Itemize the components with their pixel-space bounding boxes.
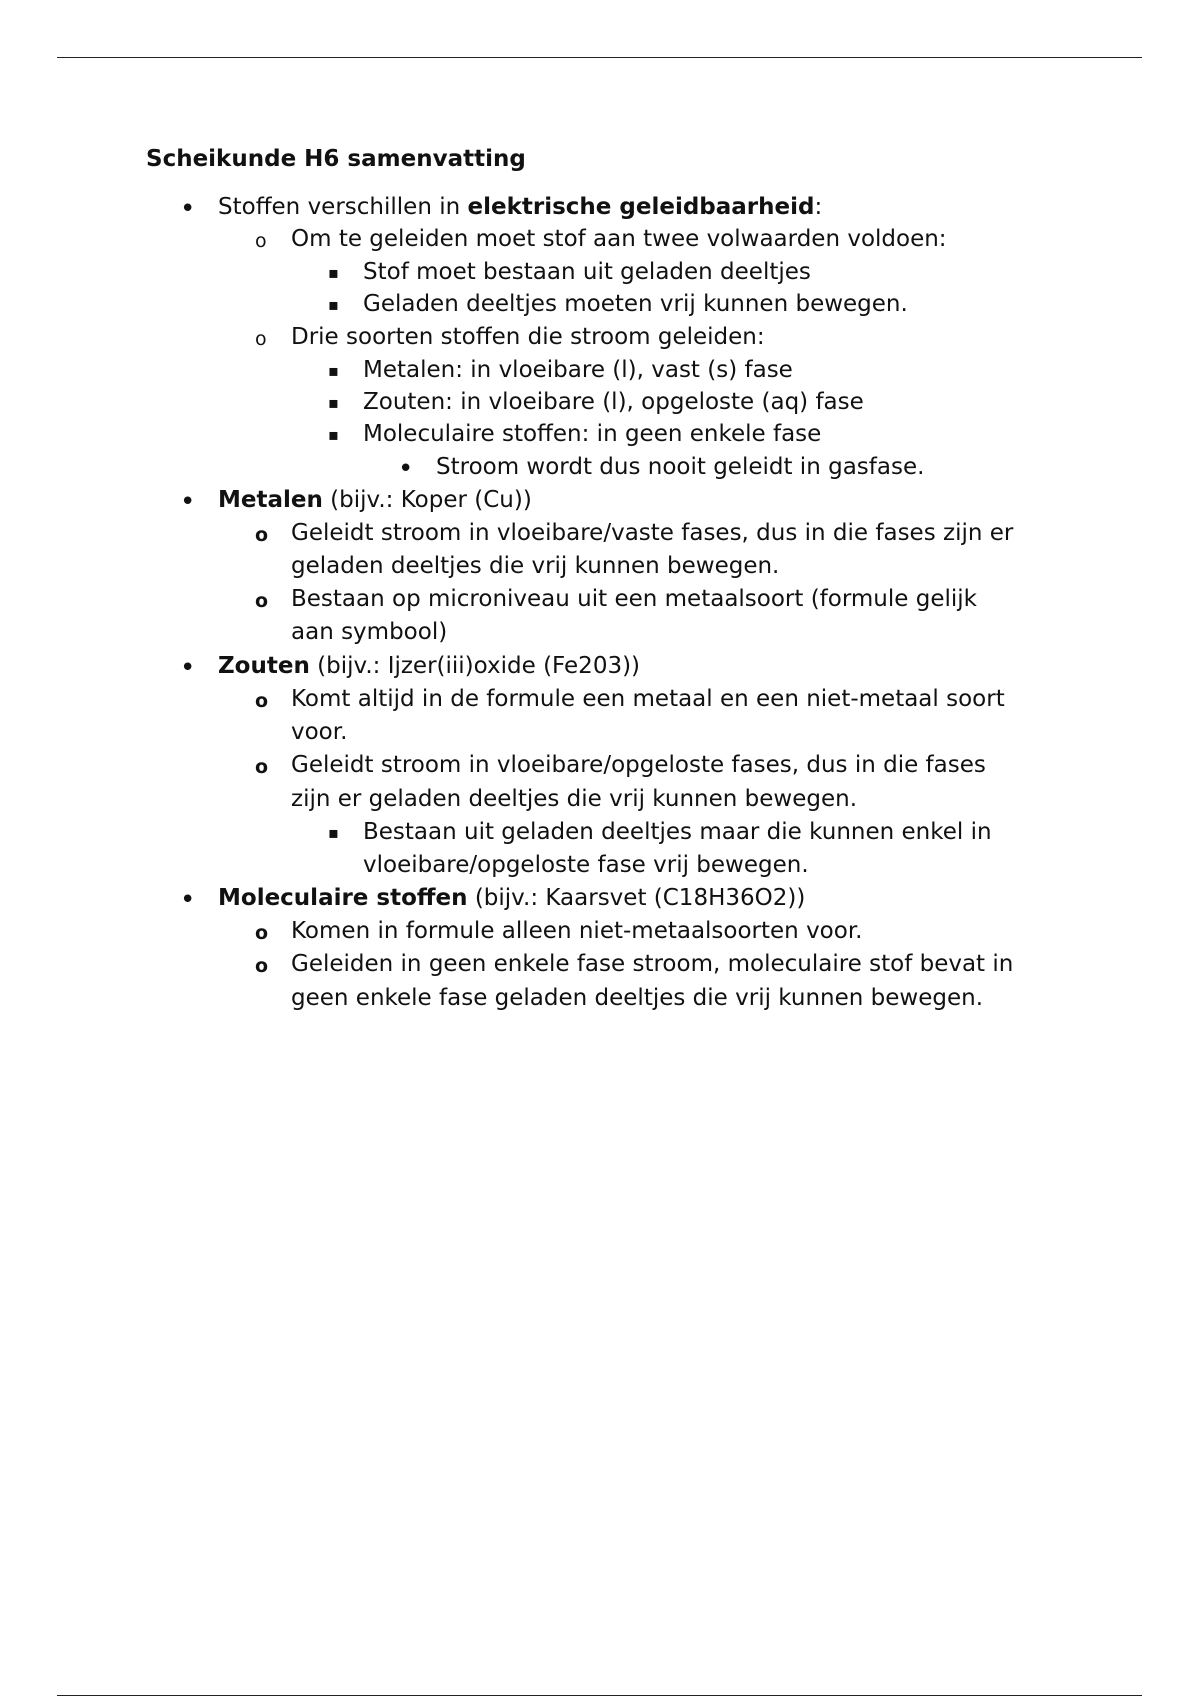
list-item: Bestaan op microniveau uit een metaalsoort (formule gelijk bbox=[291, 586, 977, 612]
bullet-l2: o bbox=[255, 690, 269, 712]
bullet-l3: ▪ bbox=[328, 263, 339, 282]
bullet-l2: o bbox=[255, 230, 267, 252]
list-item: Geleidt stroom in vloeibare/opgeloste fases, dus in die fases bbox=[291, 752, 986, 778]
list-item: Geladen deeltjes moeten vrij kunnen bewegen. bbox=[363, 291, 908, 317]
bullet-l2: o bbox=[255, 328, 267, 350]
bullet-l3: ▪ bbox=[328, 393, 339, 412]
bullet-l4: • bbox=[398, 454, 414, 484]
list-item: Zouten: in vloeibare (l), opgeloste (aq) fase bbox=[363, 389, 864, 415]
list-item-continued: geen enkele fase geladen deeltjes die vrij kunnen bewegen. bbox=[291, 985, 984, 1011]
bullet-l2: o bbox=[255, 524, 269, 546]
bullet-l3: ▪ bbox=[328, 823, 339, 842]
list-item-conductivity bbox=[218, 193, 822, 221]
term-bold: Zouten bbox=[218, 653, 310, 679]
list-item: Moleculaire stoffen: in geen enkele fase bbox=[363, 421, 822, 447]
list-item-continued: aan symbool) bbox=[291, 619, 448, 645]
bullet-l1: • bbox=[180, 885, 196, 915]
bullet-l2: o bbox=[255, 955, 269, 977]
term-bold: Metalen bbox=[218, 487, 323, 513]
list-item: Metalen: in vloeibare (l), vast (s) fase bbox=[363, 357, 793, 383]
list-item: Komen in formule alleen niet-metaalsoorten voor. bbox=[291, 918, 863, 944]
list-item-continued: zijn er geladen deeltjes die vrij kunnen bewegen. bbox=[291, 786, 858, 812]
bullet-l1: • bbox=[180, 194, 196, 224]
list-item-continued: geladen deeltjes die vrij kunnen bewegen. bbox=[291, 553, 780, 579]
term-bold: Moleculaire stoffen bbox=[218, 885, 468, 911]
list-item: Om te geleiden moet stof aan twee volwaarden voldoen: bbox=[291, 226, 947, 252]
list-item: Stof moet bestaan uit geladen deeltjes bbox=[363, 259, 811, 285]
bullet-l3: ▪ bbox=[328, 361, 339, 380]
text: (bijv.: Ijzer(iii)oxide (Fe203)) bbox=[309, 653, 641, 679]
bullet-l2: o bbox=[255, 590, 269, 612]
bullet-l2: o bbox=[255, 756, 269, 778]
list-item: Komt altijd in de formule een metaal en een niet-metaal soort bbox=[291, 686, 1005, 712]
term-bold: elektrische geleidbaarheid bbox=[467, 194, 815, 220]
list-item: Geleidt stroom in vloeibare/vaste fases, dus in die fases zijn er bbox=[291, 520, 1014, 546]
bullet-l3: ▪ bbox=[328, 295, 339, 314]
text: (bijv.: Kaarsvet (C18H36O2)) bbox=[467, 885, 806, 911]
list-item-continued: voor. bbox=[291, 719, 348, 745]
document-title: Scheikunde H6 samenvatting bbox=[146, 146, 526, 172]
list-item-molecular bbox=[218, 884, 805, 912]
bullet-l3: ▪ bbox=[328, 425, 339, 444]
text: Stoffen verschillen in bbox=[218, 194, 468, 220]
list-item: Stroom wordt dus nooit geleidt in gasfase. bbox=[436, 454, 925, 480]
list-item-salts bbox=[218, 652, 640, 680]
text: : bbox=[814, 194, 823, 220]
list-item: Bestaan uit geladen deeltjes maar die kunnen enkel in bbox=[363, 819, 992, 845]
list-item-metals bbox=[218, 486, 532, 514]
list-item: Geleiden in geen enkele fase stroom, moleculaire stof bevat in bbox=[291, 951, 1014, 977]
list-item-continued: vloeibare/opgeloste fase vrij bewegen. bbox=[363, 852, 809, 878]
footer-rule bbox=[57, 1695, 1142, 1696]
list-item: Drie soorten stoffen die stroom geleiden: bbox=[291, 324, 765, 350]
bullet-l1: • bbox=[180, 653, 196, 683]
bullet-l1: • bbox=[180, 487, 196, 517]
bullet-l2: o bbox=[255, 922, 269, 944]
text: (bijv.: Koper (Cu)) bbox=[322, 487, 532, 513]
header-rule bbox=[57, 57, 1142, 58]
